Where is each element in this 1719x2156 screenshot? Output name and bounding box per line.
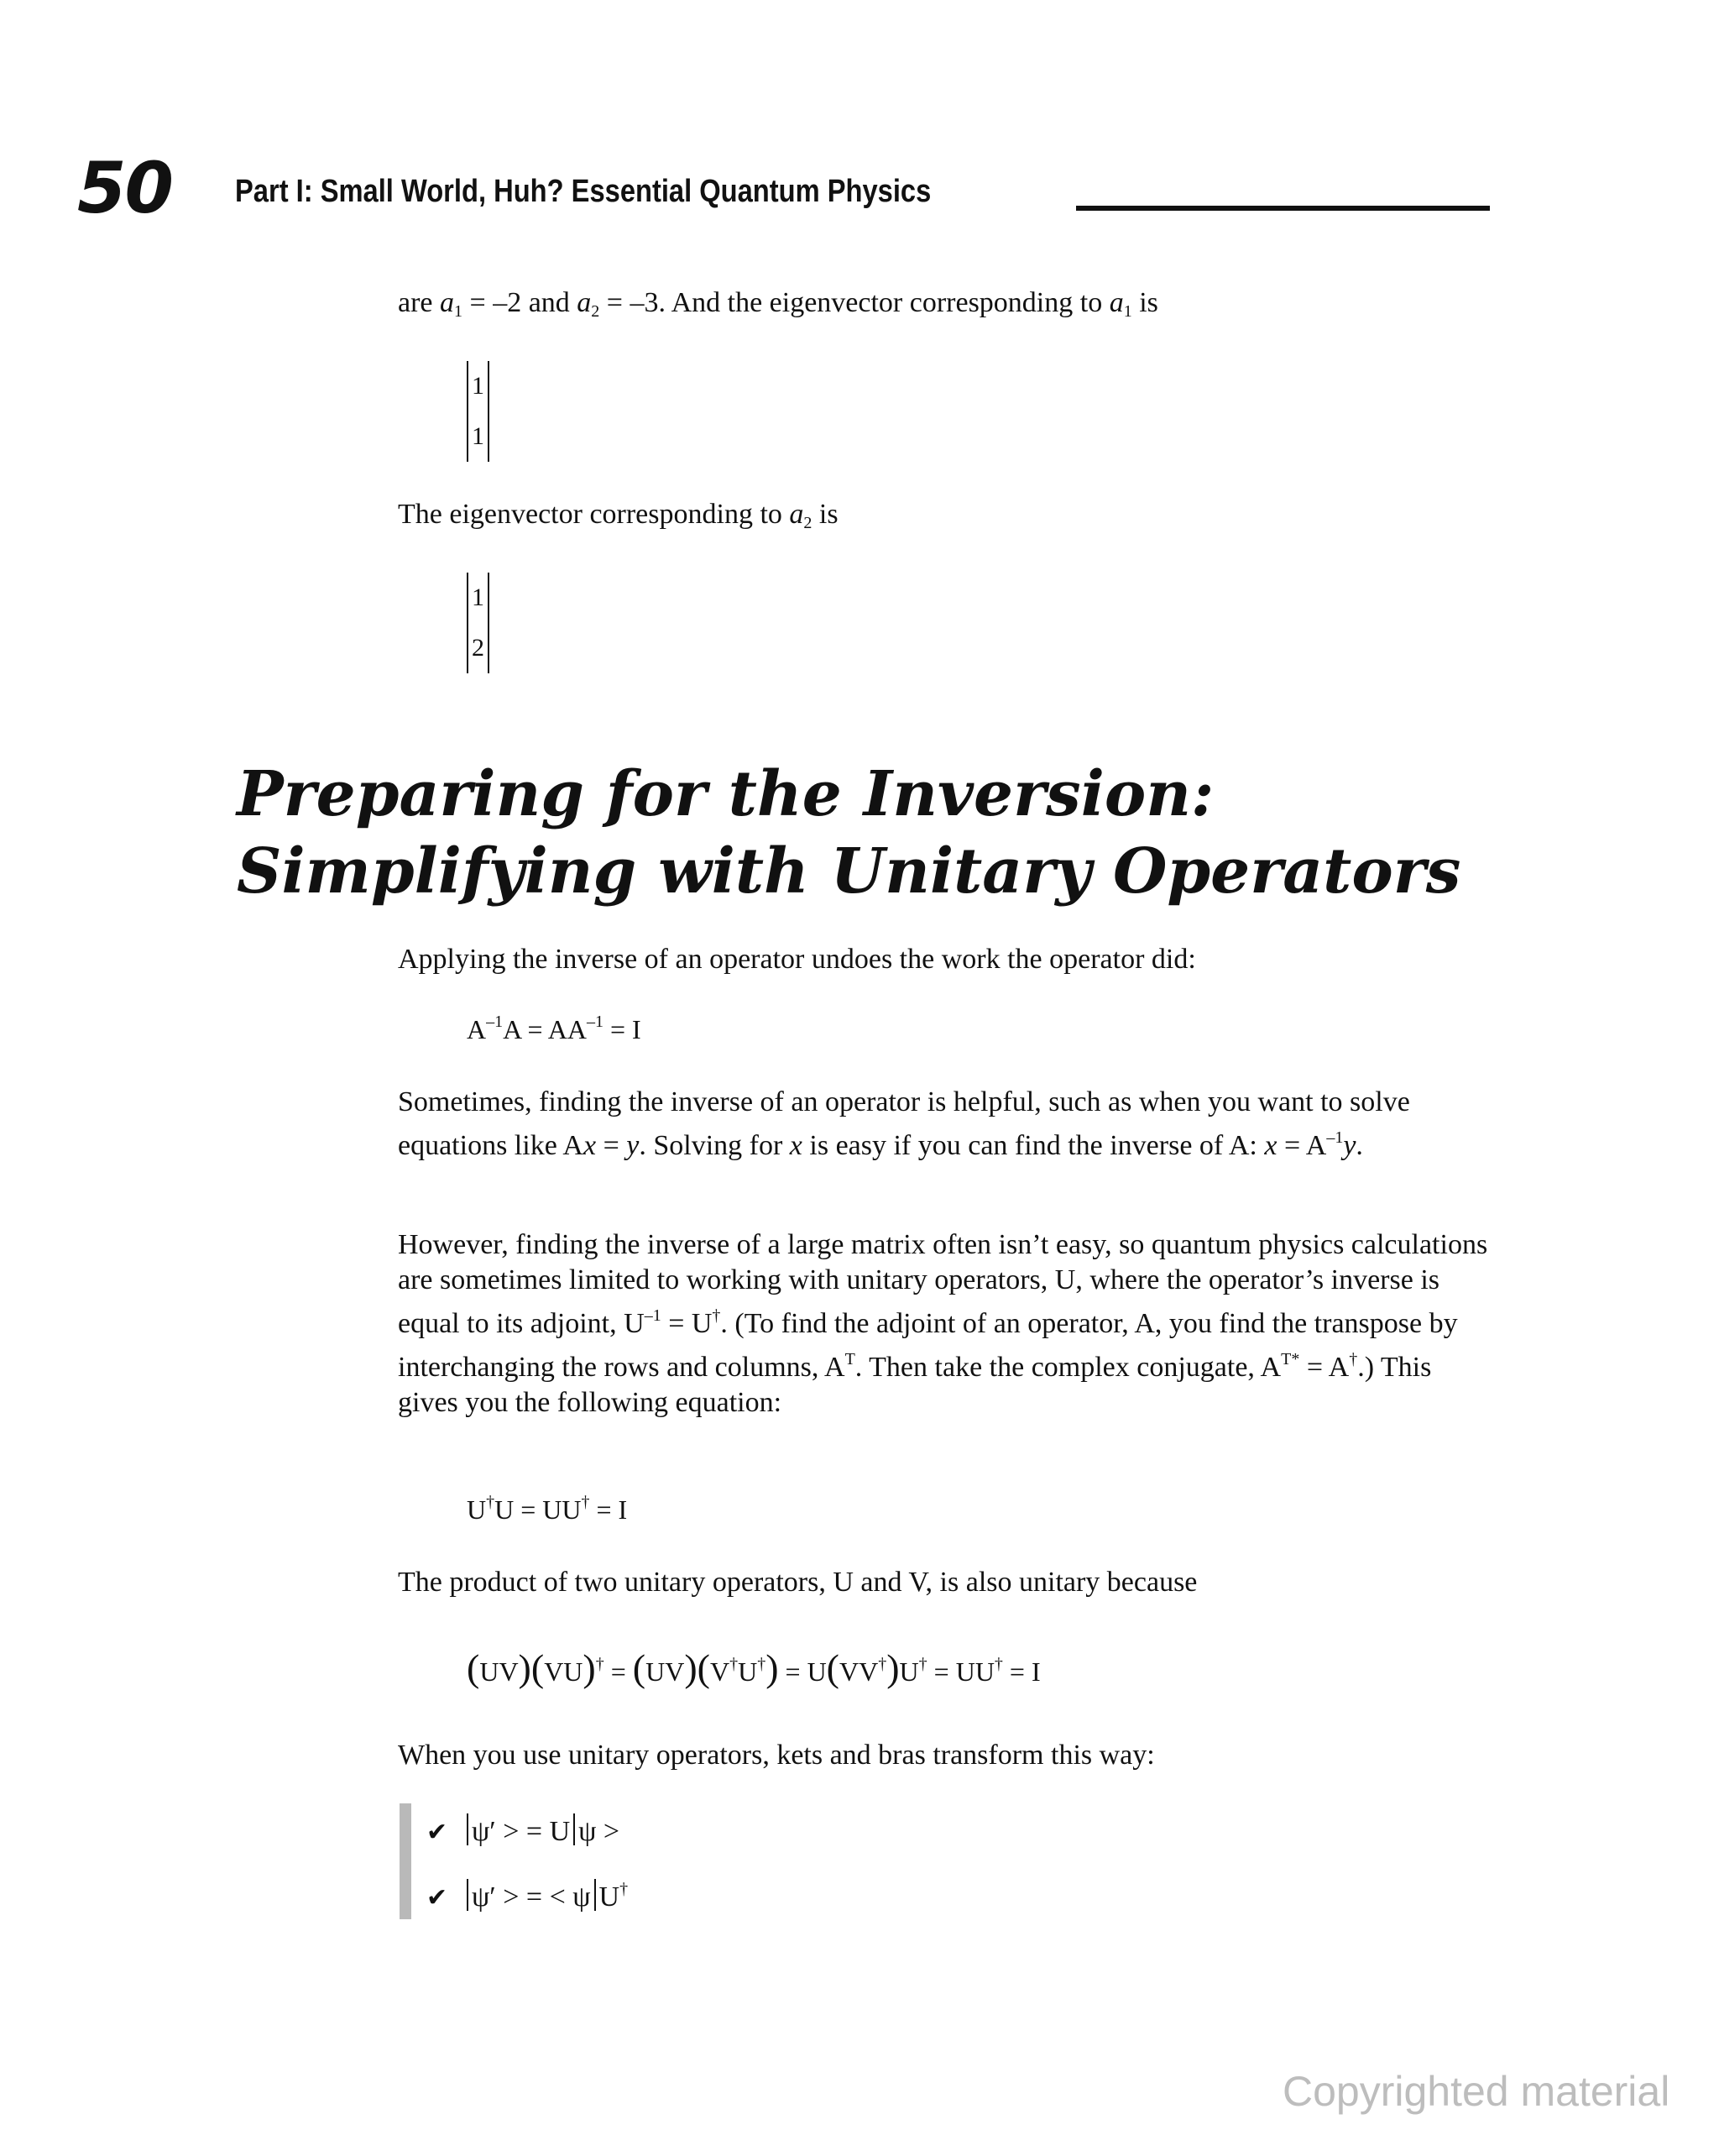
eq-term: U = UU: [494, 1494, 582, 1525]
eq-term: = U: [778, 1656, 827, 1687]
page-number: 50: [77, 147, 172, 229]
var-x: x: [1264, 1130, 1277, 1161]
eigenvector-2-intro: [398, 497, 1489, 541]
eq-term: ψ′ > = < ψ: [472, 1881, 591, 1913]
paren: )(: [684, 1646, 710, 1689]
eq-term: UV: [479, 1656, 519, 1687]
inverse-helpful-paragraph: [398, 1085, 1489, 1164]
eq-term: VV: [839, 1656, 879, 1687]
checkmark-icon: ✔: [426, 1883, 448, 1913]
ket-bar: [467, 1879, 468, 1911]
eigenvector-2: [467, 573, 489, 673]
eq-term: VU: [544, 1656, 583, 1687]
eq-term: U: [738, 1656, 758, 1687]
text-run: is: [1131, 287, 1158, 318]
paren: (: [826, 1646, 839, 1689]
ket-bar: [594, 1879, 596, 1911]
inverse-equation: [467, 1013, 641, 1045]
text-run: is easy if you can find the inverse of A:: [802, 1130, 1265, 1161]
paren: ): [765, 1646, 779, 1689]
eq-term: = I: [589, 1494, 628, 1525]
text-run: Sometimes, finding the inverse of an operator is helpful, such as when you want to solve equations like A: [398, 1086, 1410, 1161]
eq-term: U: [467, 1494, 487, 1525]
var-a: a: [577, 287, 592, 318]
eq-term: = I: [1002, 1656, 1041, 1687]
running-head: Part I: Small World, Huh? Essential Quantum Physics: [235, 174, 932, 209]
var-x: x: [583, 1130, 597, 1161]
eq-term: UV: [645, 1656, 685, 1687]
subscript: 2: [803, 514, 812, 532]
text-run: = U: [661, 1308, 713, 1339]
text-run: . (To find the adjoint of an operator, A, you find the transpose by interchanging the rows and columns, A: [398, 1308, 1458, 1383]
ket-bar: [467, 1813, 468, 1845]
text-run: The eigenvector corresponding to: [398, 499, 790, 530]
superscript: –1: [1326, 1128, 1344, 1147]
transform-paragraph: When you use unitary operators, kets and bras transform this way:: [398, 1740, 1155, 1771]
superscript: T*: [1281, 1350, 1300, 1368]
eq-term: ψ >: [578, 1816, 620, 1847]
subscript: 2: [591, 302, 600, 321]
superscript: †: [878, 1655, 887, 1673]
subscript: 1: [454, 302, 463, 321]
superscript: †: [486, 1493, 495, 1511]
text-run: .: [1356, 1130, 1363, 1161]
vector-entry: 1: [472, 422, 484, 450]
eq-term: V: [709, 1656, 730, 1687]
var-x: x: [789, 1130, 802, 1161]
eq-term: A: [467, 1014, 487, 1044]
inverse-intro-paragraph: Applying the inverse of an operator undoes the work the operator did:: [398, 944, 1196, 975]
eq-term: =: [603, 1656, 633, 1687]
eq-term: A = AA: [503, 1014, 587, 1044]
bullet-bra-transform: [426, 1879, 628, 1921]
superscript: †: [1349, 1350, 1358, 1368]
section-heading: Preparing for the Inversion: Simplifying with Unitary Operators: [237, 758, 1461, 908]
vector-entry: 2: [472, 634, 484, 662]
subscript: 1: [1123, 302, 1132, 321]
bullet-ket-transform: [426, 1813, 619, 1855]
superscript: †: [712, 1306, 721, 1325]
vector-entry: 1: [472, 372, 484, 400]
superscript: †: [994, 1655, 1003, 1673]
superscript: †: [581, 1493, 590, 1511]
product-paragraph: The product of two unitary operators, U and V, is also unitary because: [398, 1567, 1198, 1598]
text-run: . Solving for: [639, 1130, 790, 1161]
superscript: †: [757, 1655, 766, 1673]
unitary-equation: [467, 1493, 627, 1525]
ket-bar: [573, 1813, 575, 1845]
superscript: –1: [644, 1306, 661, 1325]
text-run: .) This gives you the following equation:: [398, 1352, 1432, 1418]
header-rule: [1076, 206, 1490, 211]
var-a: a: [789, 499, 804, 530]
text-run: =: [596, 1130, 627, 1161]
copyright-watermark: Copyrighted material: [1283, 2068, 1670, 2115]
var-y: y: [1343, 1130, 1356, 1161]
superscript: †: [918, 1655, 927, 1673]
text-run: = –2 and: [462, 287, 577, 318]
text-run: = –3. And the eigenvector corresponding to: [599, 287, 1110, 318]
superscript: –1: [486, 1013, 504, 1031]
eq-term: = UU: [927, 1656, 995, 1687]
text-run: . Then take the complex conjugate, A: [854, 1352, 1282, 1383]
text-run: are: [398, 287, 441, 318]
eq-term: ψ′ > = U: [472, 1816, 571, 1847]
superscript: †: [595, 1655, 604, 1673]
superscript: T: [844, 1350, 855, 1368]
unitary-paragraph: [398, 1227, 1489, 1421]
var-y: y: [626, 1130, 640, 1161]
paren: (: [467, 1646, 480, 1689]
eigenvector-1: [467, 361, 489, 462]
text-run: = A: [1299, 1352, 1350, 1383]
text-run: = A: [1277, 1130, 1327, 1161]
eigenvalues-paragraph: [398, 285, 1489, 329]
checkmark-icon: ✔: [426, 1818, 448, 1847]
var-a: a: [440, 287, 455, 318]
paren: (: [632, 1646, 646, 1689]
product-equation: [467, 1646, 1041, 1690]
eq-term: U: [598, 1881, 620, 1913]
paren: )(: [518, 1646, 545, 1689]
var-a: a: [1109, 287, 1124, 318]
text-run: However, finding the inverse of a large matrix often isn’t easy, so quantum physics calculations are sometimes limited to working with unitary operators, U, where the operator’s inverse is equal to its adjoint, U: [398, 1229, 1488, 1339]
bullet-list-bar: [400, 1803, 411, 1919]
eq-term: U: [899, 1656, 919, 1687]
vector-entry: 1: [472, 583, 484, 611]
superscript: †: [729, 1655, 739, 1673]
paren: ): [886, 1646, 900, 1689]
text-run: is: [812, 499, 839, 530]
paren: ): [583, 1646, 596, 1689]
superscript: †: [619, 1880, 629, 1898]
eq-term: = I: [603, 1014, 641, 1044]
superscript: –1: [586, 1013, 603, 1031]
